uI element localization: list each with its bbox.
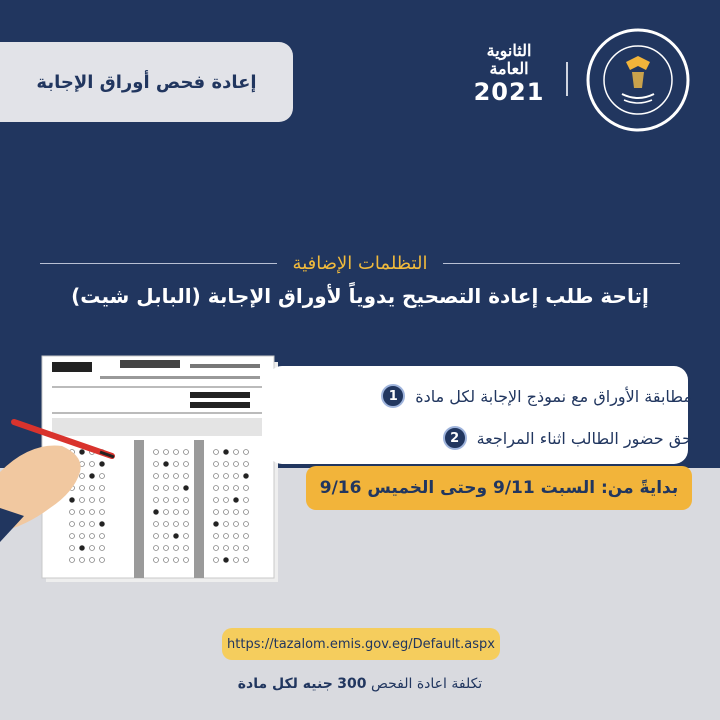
feature-text: حق حضور الطالب اثناء المراجعة — [476, 428, 692, 448]
logo-divider — [566, 62, 568, 96]
main-heading: إتاحة طلب إعادة التصحيح يدوياً لأوراق الإجابة (البابل شيت) — [71, 284, 649, 308]
thanawya-logo-line2: العامة — [489, 59, 529, 78]
feature-item-2 — [443, 426, 692, 450]
feature-text: مطابقة الأوراق مع نموذج الإجابة لكل مادة — [415, 386, 692, 406]
url-link[interactable] — [222, 628, 500, 660]
divider-right — [443, 263, 680, 264]
thanawya-logo — [468, 42, 550, 118]
cost-suffix: جنيه لكل مادة — [237, 676, 333, 692]
title-tab — [0, 42, 293, 122]
date-text: بدايةً من: السبت 9/11 وحتى الخميس 9/16 — [319, 478, 679, 498]
feature-number-badge: 2 — [443, 426, 467, 450]
ministry-logo-icon — [586, 28, 690, 132]
thanawya-logo-line1: الثانوية — [486, 41, 532, 60]
cost-amount: 300 — [337, 676, 367, 692]
cost-note — [160, 676, 560, 692]
date-banner — [306, 466, 692, 510]
extra-section-title: التظلمات الإضافية — [292, 252, 428, 274]
thanawya-logo-year: 2021 — [473, 78, 545, 106]
cost-prefix: تكلفة اعادة الفحص — [370, 676, 483, 692]
feature-item-1 — [381, 384, 692, 408]
hand-holding-pen-icon — [0, 412, 120, 542]
page-title: إعادة فحص أوراق الإجابة — [36, 71, 257, 93]
extra-section-header — [40, 250, 680, 276]
feature-number-badge: 1 — [381, 384, 405, 408]
divider-left — [40, 263, 277, 264]
url-text[interactable]: https://tazalom.emis.gov.eg/Default.aspx — [227, 636, 495, 652]
